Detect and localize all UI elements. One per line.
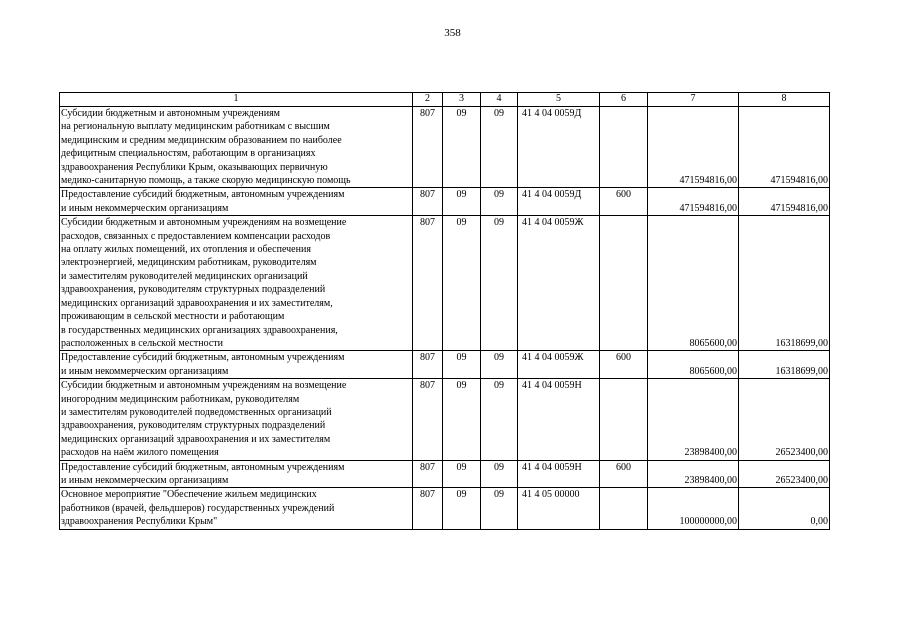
- cell-target-article: 41 4 04 0059Д: [518, 188, 600, 216]
- cell-section: 09: [443, 107, 481, 188]
- cell-expense-type: 600: [600, 460, 648, 488]
- cell-description: Предоставление субсидий бюджетным, автономным учреждениям и иным некоммерческим организациям: [60, 460, 413, 488]
- cell-section: 09: [443, 351, 481, 379]
- cell-expense-type: [600, 488, 648, 529]
- cell-subsection: 09: [481, 460, 518, 488]
- cell-expense-type: 600: [600, 351, 648, 379]
- cell-amount-year-1: 23898400,00: [648, 379, 739, 460]
- cell-subsection: 09: [481, 351, 518, 379]
- cell-ministry-code: 807: [413, 188, 443, 216]
- cell-amount-year-2: 16318699,00: [739, 351, 830, 379]
- table-row: [60, 216, 830, 351]
- cell-amount-year-2: 0,00: [739, 488, 830, 529]
- page-number: 358: [444, 27, 461, 39]
- cell-amount-year-2: 26523400,00: [739, 379, 830, 460]
- cell-description: Основное мероприятие "Обеспечение жильем медицинских работников (врачей, фельдшеров) государственных учреждений здравоохранения Республики Крым": [60, 488, 413, 529]
- cell-ministry-code: 807: [413, 107, 443, 188]
- cell-ministry-code: 807: [413, 216, 443, 351]
- cell-ministry-code: 807: [413, 488, 443, 529]
- cell-ministry-code: 807: [413, 351, 443, 379]
- table-row: [60, 351, 830, 379]
- table-row: [60, 379, 830, 460]
- column-header: 2: [413, 93, 443, 107]
- cell-subsection: 09: [481, 488, 518, 529]
- cell-target-article: 41 4 04 0059Н: [518, 460, 600, 488]
- cell-amount-year-1: 100000000,00: [648, 488, 739, 529]
- column-header: 7: [648, 93, 739, 107]
- cell-section: 09: [443, 460, 481, 488]
- cell-section: 09: [443, 379, 481, 460]
- cell-section: 09: [443, 216, 481, 351]
- cell-target-article: 41 4 04 0059Ж: [518, 216, 600, 351]
- cell-expense-type: [600, 216, 648, 351]
- cell-amount-year-2: 471594816,00: [739, 188, 830, 216]
- cell-target-article: 41 4 04 0059Д: [518, 107, 600, 188]
- cell-amount-year-1: 23898400,00: [648, 460, 739, 488]
- cell-description: Предоставление субсидий бюджетным, автономным учреждениям и иным некоммерческим организациям: [60, 188, 413, 216]
- cell-section: 09: [443, 188, 481, 216]
- cell-ministry-code: 807: [413, 379, 443, 460]
- column-header: 8: [739, 93, 830, 107]
- cell-subsection: 09: [481, 216, 518, 351]
- cell-amount-year-1: 8065600,00: [648, 216, 739, 351]
- cell-amount-year-1: 471594816,00: [648, 107, 739, 188]
- column-header: 1: [60, 93, 413, 107]
- cell-subsection: 09: [481, 107, 518, 188]
- cell-ministry-code: 807: [413, 460, 443, 488]
- table-row: [60, 460, 830, 488]
- cell-subsection: 09: [481, 379, 518, 460]
- column-header: 6: [600, 93, 648, 107]
- cell-description: Субсидии бюджетным и автономным учреждениям на возмещение расходов, связанных с предоставлением компенсации расходов на оплату жилых помещений, их отопления и обеспечения электроэнергией, медицинским работникам, руководителям и заместителям руководителей медицинских организаций здравоохранения, руководителям структурных подразделений медицинских организаций здравоохранения и их заместителям, проживающим в сельской местности и работающим в государственных медицинских организациях здравоохранения, расположенных в сельской местности: [60, 216, 413, 351]
- column-header: 5: [518, 93, 600, 107]
- cell-amount-year-2: 16318699,00: [739, 216, 830, 351]
- column-header: 3: [443, 93, 481, 107]
- cell-expense-type: [600, 107, 648, 188]
- table-row: [60, 188, 830, 216]
- cell-description: Предоставление субсидий бюджетным, автономным учреждениям и иным некоммерческим организациям: [60, 351, 413, 379]
- table-row: [60, 107, 830, 188]
- cell-amount-year-1: 471594816,00: [648, 188, 739, 216]
- cell-section: 09: [443, 488, 481, 529]
- cell-target-article: 41 4 05 00000: [518, 488, 600, 529]
- cell-amount-year-1: 8065600,00: [648, 351, 739, 379]
- cell-target-article: 41 4 04 0059Н: [518, 379, 600, 460]
- cell-description: Субсидии бюджетным и автономным учреждениям на региональную выплату медицинским работникам с высшим медицинским и средним медицинским образованием по наиболее дефицитным специальностям, работающим в организациях здравоохранения Республики Крым, оказывающих первичную медико-санитарную помощь, а также скорую медицинскую помощь: [60, 107, 413, 188]
- budget-table: [59, 92, 830, 530]
- column-header: 4: [481, 93, 518, 107]
- cell-subsection: 09: [481, 188, 518, 216]
- cell-target-article: 41 4 04 0059Ж: [518, 351, 600, 379]
- cell-description: Субсидии бюджетным и автономным учреждениям на возмещение иногородним медицинским работникам, руководителям и заместителям руководителей подведомственных организаций здравоохранения, руководителям структурных подразделений медицинских организаций здравоохранения и их заместителям расходов на наём жилого помещения: [60, 379, 413, 460]
- cell-expense-type: [600, 379, 648, 460]
- table-row: [60, 488, 830, 529]
- cell-expense-type: 600: [600, 188, 648, 216]
- cell-amount-year-2: 26523400,00: [739, 460, 830, 488]
- cell-amount-year-2: 471594816,00: [739, 107, 830, 188]
- table-header-row: [60, 93, 830, 107]
